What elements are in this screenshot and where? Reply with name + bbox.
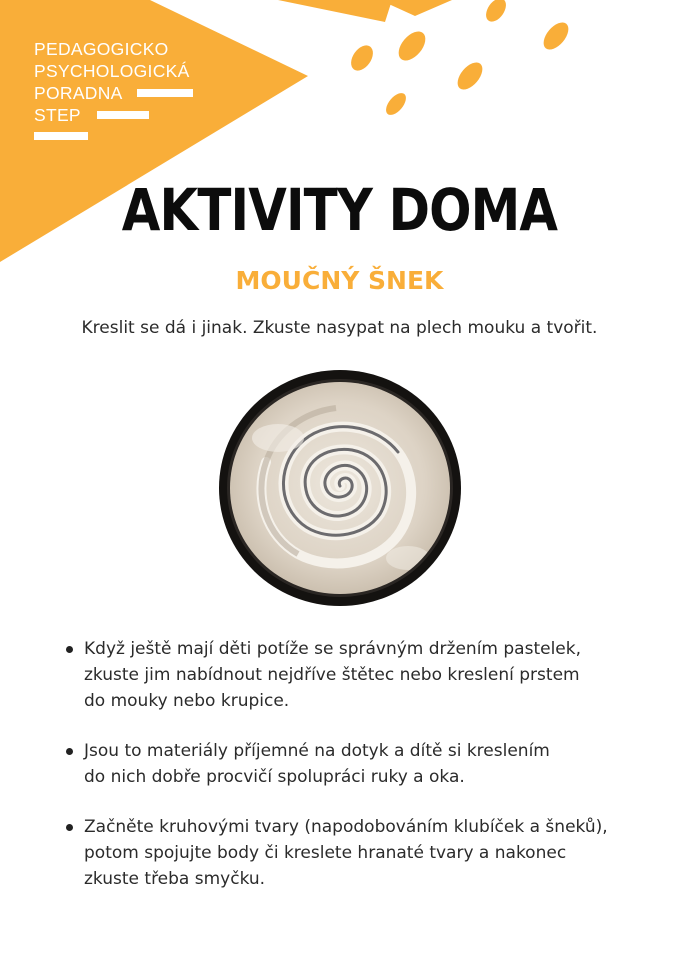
org-line-1 <box>34 38 193 60</box>
tips-list <box>62 636 652 916</box>
org-line-3-text: PORADNA <box>34 83 123 103</box>
org-decor-bar <box>34 132 88 140</box>
page-subtitle: MOUČNÝ ŠNEK <box>235 266 444 295</box>
org-line-5 <box>34 132 193 140</box>
list-item: Začněte kruhovými tvary (napodobováním klubíček a šneků), potom spojujte body či kreslete hranaté tvary a nakonec zkuste třeba smyčku. <box>62 814 652 892</box>
page-title: AKTIVITY DOMA <box>121 176 558 244</box>
list-item: Jsou to materiály příjemné na dotyk a dítě si kreslením do nich dobře procvičí spolupráci ruky a oka. <box>62 738 652 790</box>
org-line-3 <box>34 82 193 104</box>
org-line-4 <box>34 104 193 126</box>
flour-spiral-tray-photo <box>218 368 462 608</box>
intro-text: Kreslit se dá i jinak. Zkuste nasypat na plech mouku a tvořit. <box>81 318 598 338</box>
org-decor-bar <box>97 111 149 119</box>
organization-logo-text <box>34 38 193 140</box>
org-decor-bar <box>137 89 193 97</box>
org-line-2-text: PSYCHOLOGICKÁ <box>34 61 190 81</box>
org-line-1-text: PEDAGOGICKO <box>34 39 169 59</box>
org-line-4-text: STEP <box>34 105 81 125</box>
list-item: Když ještě mají děti potíže se správným držením pastelek, zkuste jim nabídnout nejdříve štětec nebo kreslení prstem do mouky nebo krupice. <box>62 636 652 714</box>
org-line-2 <box>34 60 193 82</box>
